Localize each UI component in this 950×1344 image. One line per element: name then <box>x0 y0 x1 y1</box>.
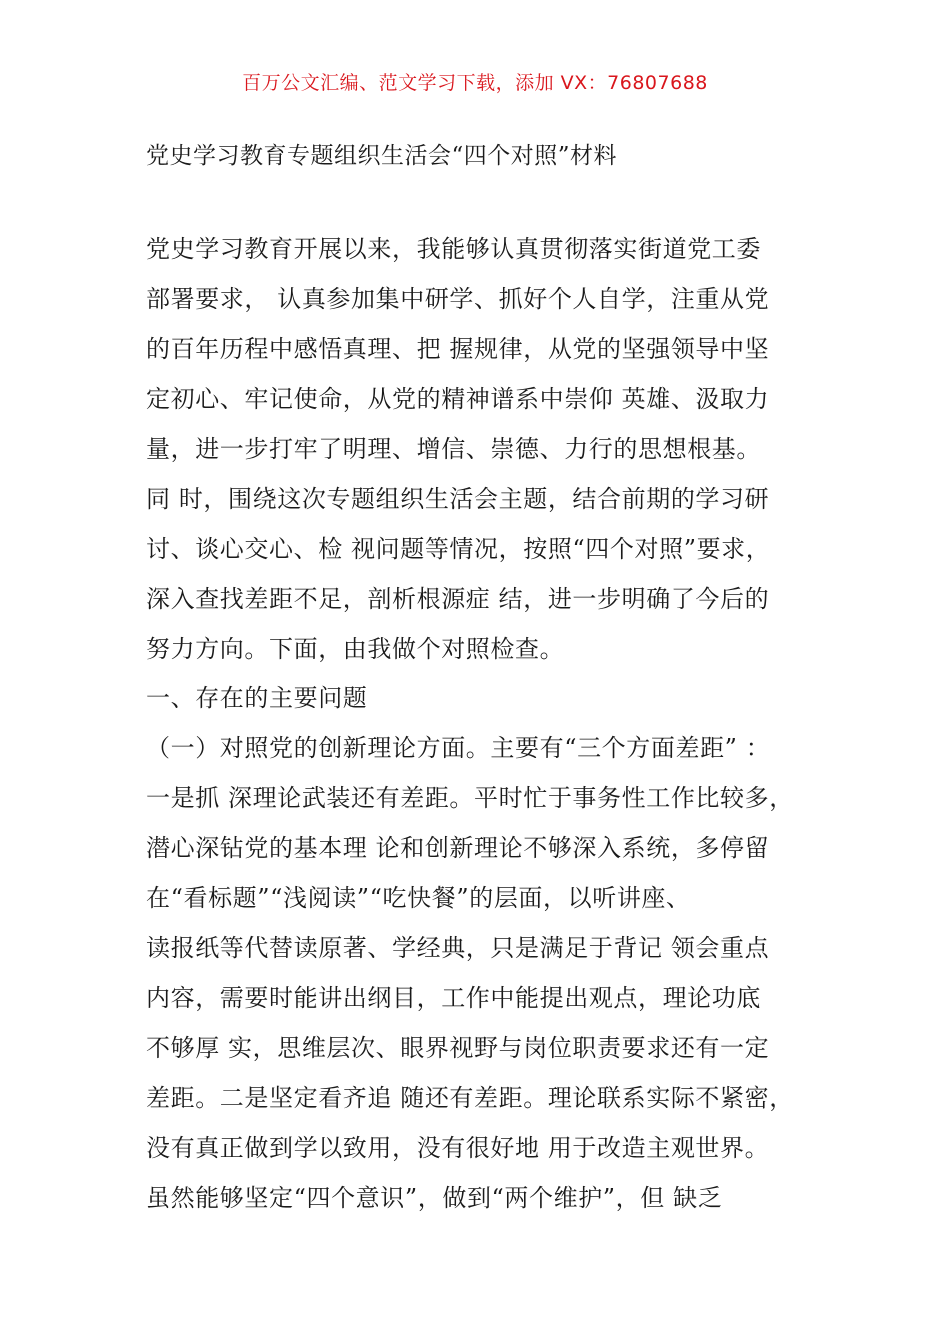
body-line-14: 在“看标题”“浅阅读”“吃快餐”的层面，以听讲座、 <box>146 884 691 912</box>
body-line-6: 同 时，围绕这次专题组织生活会主题，结合前期的学习研 <box>146 485 770 513</box>
body-line-5: 量，进一步打牢了明理、增信、崇德、力行的思想根基。 <box>146 435 761 463</box>
body-line-2: 部署要求， 认真参加集中研学、抓好个人自学，注重从党 <box>146 285 770 313</box>
body-line-18: 差距。二是坚定看齐追 随还有差距。理论联系实际不紧密， <box>146 1084 794 1112</box>
body-line-13: 潜心深钻党的基本理 论和创新理论不够深入系统，多停留 <box>146 834 770 862</box>
section-heading-1: 一、存在的主要问题 <box>146 684 368 712</box>
body-line-17: 不够厚 实，思维层次、眼界视野与岗位职责要求还有一定 <box>146 1034 770 1062</box>
document-title: 党史学习教育专题组织生活会“四个对照”材料 <box>146 143 618 169</box>
body-line-8: 深入查找差距不足，剖析根源症 结，进一步明确了今后的 <box>146 585 770 613</box>
body-line-16: 内容，需要时能讲出纲目，工作中能提出观点，理论功底 <box>146 984 761 1012</box>
body-line-20: 虽然能够坚定“四个意识”，做到“两个维护”，但 缺乏 <box>146 1184 723 1212</box>
body-line-3: 的百年历程中感悟真理、把 握规律，从党的坚强领导中坚 <box>146 335 770 363</box>
body-line-15: 读报纸等代替读原著、学经典，只是满足于背记 领会重点 <box>146 934 770 962</box>
subsection-heading-1: （一）对照党的创新理论方面。主要有“三个方面差距” ： <box>146 734 771 762</box>
body-line-19: 没有真正做到学以致用，没有很好地 用于改造主观世界。 <box>146 1134 770 1162</box>
body-line-12: 一是抓 深理论武装还有差距。平时忙于事务性工作比较多， <box>146 784 794 812</box>
download-banner: 百万公文汇编、范文学习下载，添加 VX：76807688 <box>242 72 708 94</box>
body-line-4: 定初心、牢记使命，从党的精神谱系中崇仰 英雄、汲取力 <box>146 385 770 413</box>
body-line-7: 讨、谈心交心、检 视问题等情况，按照“四个对照”要求， <box>146 535 771 563</box>
body-line-1: 党史学习教育开展以来，我能够认真贯彻落实街道党工委 <box>146 235 761 263</box>
body-line-9: 努力方向。下面，由我做个对照检查。 <box>146 635 565 663</box>
